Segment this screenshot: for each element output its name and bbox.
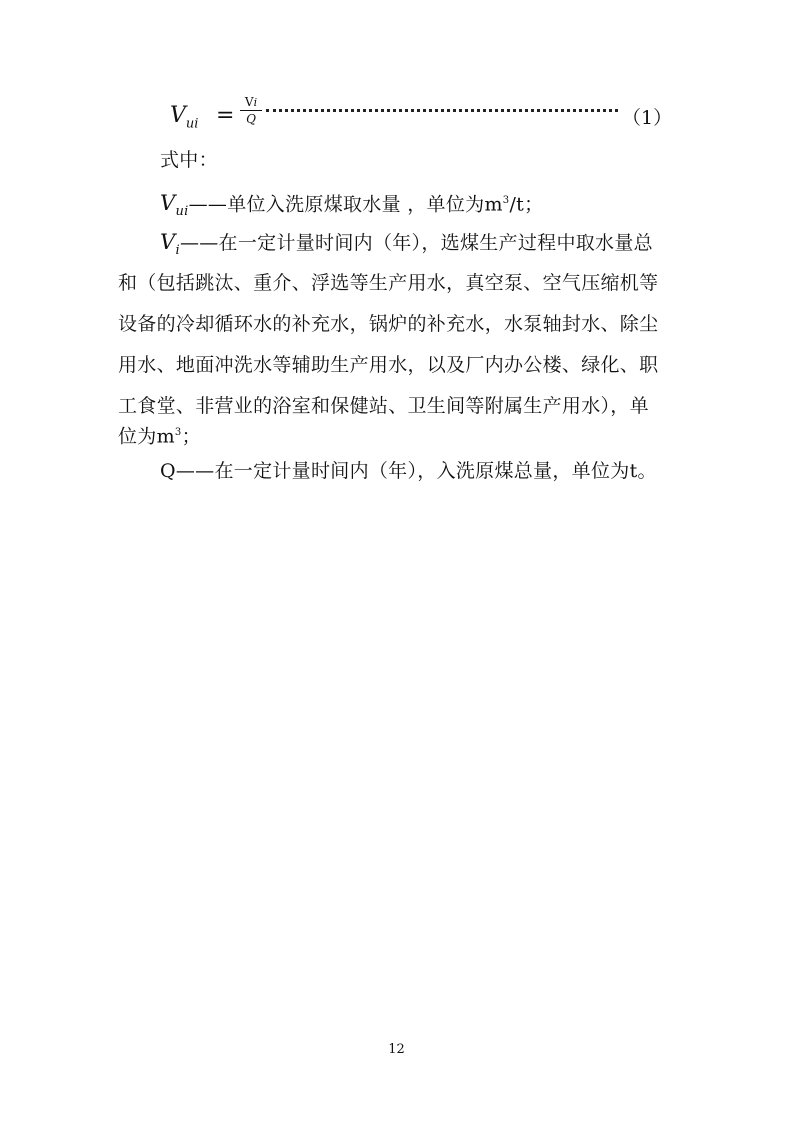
equation-number: （1） (622, 107, 673, 129)
definition-vi-line-5: 工食堂、非营业的浴室和保健站、卫生间等附属生产用水），单 (118, 395, 649, 417)
definition-q: Q——在一定计量时间内（年），入洗原煤总量，单位为t。 (160, 460, 657, 482)
definition-vi-line-3: 设备的冷却循环水的补充水，锅炉的补充水，水泵轴封水、除尘 (118, 313, 659, 335)
symbol-vi: $V_i$ (160, 230, 180, 259)
definition-vi-line-6: 位为$m^3$； (118, 425, 201, 448)
where-label: 式中： (160, 149, 218, 171)
formula-fraction (240, 95, 262, 126)
definition-vui: $V_{ui}——$单位入洗原煤取水量 ，单位为$m^3/t$； (160, 191, 544, 220)
fraction-bar (240, 110, 262, 111)
fraction-numerator: Vi (244, 95, 258, 109)
definition-vi-line-1: $V_i——$在一定计量时间内（年），选煤生产过程中取水量总 (160, 230, 653, 259)
formula-lhs: $V_{ui}$ (170, 103, 199, 132)
formula-row (170, 95, 680, 135)
formula-equals: = (216, 103, 235, 128)
symbol-vui: $V_{ui}$ (160, 191, 189, 220)
dot-leader (266, 109, 618, 112)
definition-vi-line-4: 用水、地面冲洗水等辅助生产用水，以及厂内办公楼、绿化、职 (118, 354, 659, 376)
page-number: 12 (388, 1042, 405, 1057)
fraction-denominator: Q (246, 112, 256, 126)
definition-vi-line-2: 和（包括跳汰、重介、浮选等生产用水，真空泵、空气压缩机等 (118, 272, 659, 294)
